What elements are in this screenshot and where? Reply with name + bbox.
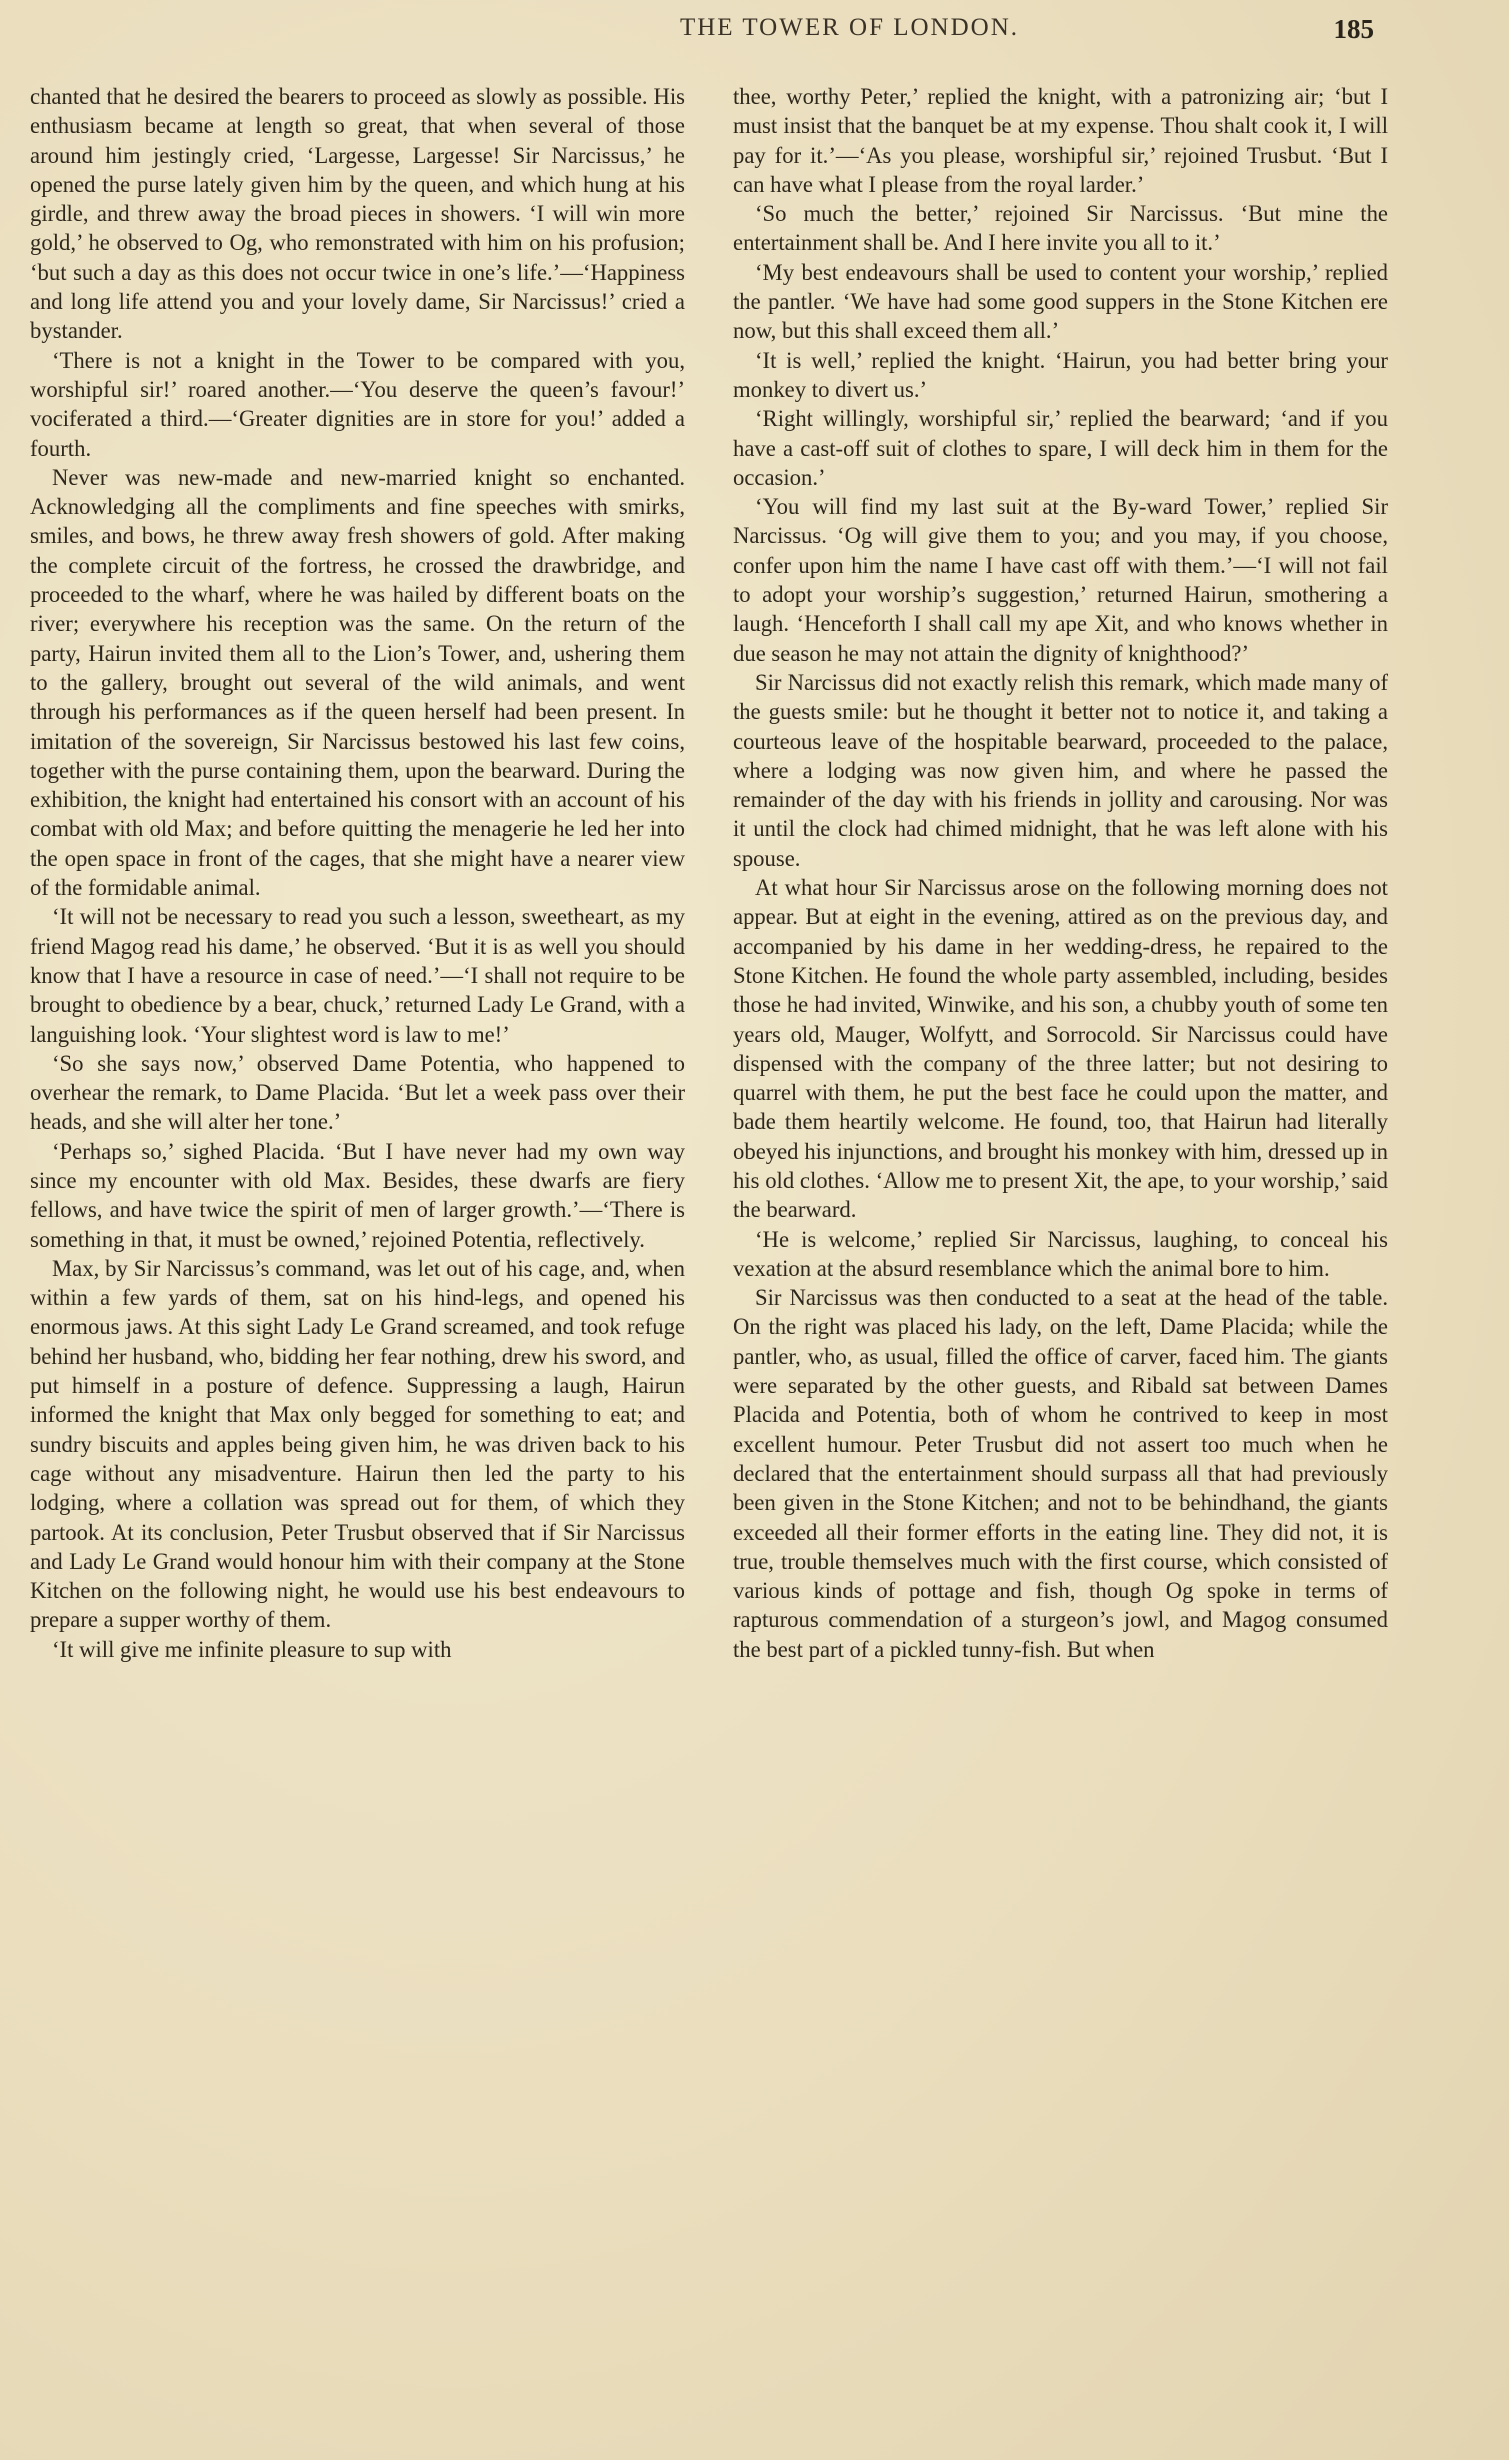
page-number: 185 xyxy=(1333,14,1374,44)
paragraph: Sir Narcissus did not exactly relish this remark, which made many of the guests smile: but he thought it better not to notice it, and taking a courteous leave of the hospitable bearward, proceeded to the palace, where a lodging was now given him, and where he passed the remainder of the day with his friends in jollity and carousing. Nor was it until the clock had chimed midnight, that he was left alone with his spouse. xyxy=(733,669,1388,871)
paragraph: thee, worthy Peter,’ replied the knight, with a patronizing air; ‘but I must insist that the banquet be at my expense. Thou shalt cook it, I will pay for it.’—‘As you please, worshipful sir,’ rejoined Trusbut. ‘But I can have what I please from the royal larder.’ xyxy=(733,84,1388,197)
paragraph: ‘You will find my last suit at the By-ward Tower,’ replied Sir Narcissus. ‘Og will give them to you; and you may, if you choose, confer upon him the name I have cast off with them.’—‘I will not fail to adopt your worship’s suggestion,’ returned Hairun, smothering a laugh. ‘Henceforth I shall call my ape Xit, and who knows whether in due season he may not attain the dignity of knighthood?’ xyxy=(733,494,1388,666)
paragraph: ‘It is well,’ replied the knight. ‘Hairun, you had better bring your monkey to divert us.’ xyxy=(733,347,1388,402)
paragraph: Max, by Sir Narcissus’s command, was let out of his cage, and, when within a few yards of them, sat on his hind-legs, and opened his enormous jaws. At this sight Lady Le Grand screamed, and took refuge behind her husband, who, bidding her fear nothing, drew his sword, and put himself in a posture of defence. Suppressing a laugh, Hairun informed the knight that Max only begged for something to eat; and sundry biscuits and apples being given him, he was driven back to his cage without any misadventure. Hairun then led the party to his lodging, where a collation was spread out for them, of which they partook. At its conclusion, Peter Trusbut observed that if Sir Narcissus and Lady Le Grand would honour him with their company at the Stone Kitchen on the following night, he would use his best endeavours to prepare a supper worthy of them. xyxy=(30,1255,685,1633)
page-header xyxy=(0,14,1509,54)
paragraph: ‘There is not a knight in the Tower to be compared with you, worshipful sir!’ roared another.—‘You deserve the queen’s favour!’ vociferated a third.—‘Greater dignities are in store for you!’ added a fourth. xyxy=(30,347,685,461)
paragraph: ‘So much the better,’ rejoined Sir Narcissus. ‘But mine the entertainment shall be. And I here invite you all to it.’ xyxy=(733,201,1388,256)
left-column xyxy=(30,82,685,2452)
paragraph: Sir Narcissus was then conducted to a seat at the head of the table. On the right was placed his lady, on the left, Dame Placida; while the pantler, who, as usual, filled the office of carver, faced him. The giants were separated by the other guests, and Ribald sat between Dames Placida and Potentia, both of whom he contrived to keep in most excellent humour. Peter Trusbut did not assert too much when he declared that the entertainment should surpass all that had previously been given in the Stone Kitchen; and not to be behindhand, the giants exceeded all their former efforts in the eating line. They did not, it is true, trouble themselves much with the first course, which consisted of various kinds of pottage and fish, though Og spoke in terms of rapturous commendation of a sturgeon’s jowl, and Magog consumed the best part of a pickled tunny-fish. But when xyxy=(733,1285,1388,1662)
paragraph: chanted that he desired the bearers to proceed as slowly as possible. His enthusiasm became at length so great, that when several of those around him jestingly cried, ‘Largesse, Largesse! Sir Narcissus,’ he opened the purse lately given him by the queen, and which hung at his girdle, and threw away the broad pieces in showers. ‘I will win more gold,’ he observed to Og, who remonstrated with him on his profusion; ‘but such a day as this does not occur twice in one’s life.’—‘Happiness and long life attend you and your lovely dame, Sir Narcissus!’ cried a bystander. xyxy=(30,84,685,344)
paragraph: ‘Perhaps so,’ sighed Placida. ‘But I have never had my own way since my encounter with old Max. Besides, these dwarfs are fiery fellows, and have twice the spirit of men of larger growth.’—‘There is something in that, it must be owned,’ rejoined Potentia, reflectively. xyxy=(30,1138,685,1252)
paragraph: ‘So she says now,’ observed Dame Potentia, who happened to overhear the remark, to Dame Placida. ‘But let a week pass over their heads, and she will alter her tone.’ xyxy=(30,1050,685,1135)
paragraph: Never was new-made and new-married knight so enchanted. Acknowledging all the compliments and fine speeches with smirks, smiles, and bows, he threw away fresh showers of gold. After making the complete circuit of the fortress, he crossed the drawbridge, and proceeded to the wharf, where he was hailed by different boats on the river; everywhere his reception was the same. On the return of the party, Hairun invited them all to the Lion’s Tower, and, ushering them to the gallery, brought out several of the wild animals, and went through his performances as if the queen herself had been present. In imitation of the sovereign, Sir Narcissus bestowed his last few coins, together with the purse containing them, upon the bearward. During the exhibition, the knight had entertained his consort with an account of his combat with old Max; and before quitting the menagerie he led her into the open space in front of the cages, that she might have a nearer view of the formidable animal. xyxy=(30,464,685,901)
running-title: THE TOWER OF LONDON. xyxy=(679,14,1020,41)
paragraph: ‘He is welcome,’ replied Sir Narcissus, laughing, to conceal his vexation at the absurd resemblance which the animal bore to him. xyxy=(733,1226,1388,1281)
paragraph: At what hour Sir Narcissus arose on the following morning does not appear. But at eight in the evening, attired as on the previous day, and accompanied by his dame in her wedding-dress, he repaired to the Stone Kitchen. He found the whole party assembled, including, besides those he had invited, Winwike, and his son, a chubby youth of some ten years old, Mauger, Wolfytt, and Sorrocold. Sir Narcissus could have dispensed with the company of the three latter; but not desiring to quarrel with them, he put the best face he could upon the matter, and bade them heartily welcome. He found, too, that Hairun had literally obeyed his injunctions, and brought his monkey with him, dressed up in his old clothes. ‘Allow me to present Xit, the ape, to your worship,’ said the bearward. xyxy=(733,875,1388,1223)
paragraph: ‘My best endeavours shall be used to content your worship,’ replied the pantler. ‘We have had some good suppers in the Stone Kitchen ere now, but this shall exceed them all.’ xyxy=(733,259,1388,344)
paragraph: ‘It will not be necessary to read you such a lesson, sweetheart, as my friend Magog read his dame,’ he observed. ‘But it is as well you should know that I have a resource in case of need.’—‘I shall not require to be brought to obedience by a bear, chuck,’ returned Lady Le Grand, with a languishing look. ‘Your slightest word is law to me!’ xyxy=(30,904,685,1047)
paragraph: ‘Right willingly, worshipful sir,’ replied the bearward; ‘and if you have a cast-off suit of clothes to spare, I will deck him in them for the occasion.’ xyxy=(733,406,1388,490)
right-column xyxy=(733,82,1388,2452)
paragraph: ‘It will give me infinite pleasure to sup with xyxy=(52,1636,452,1662)
